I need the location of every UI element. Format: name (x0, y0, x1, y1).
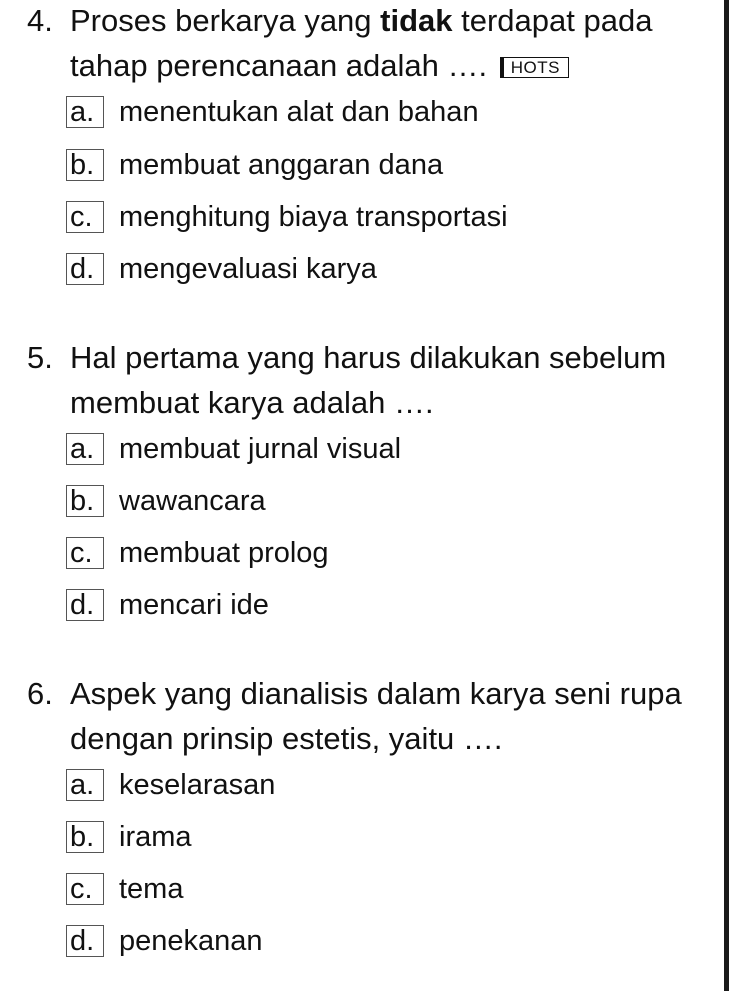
option-text: menentukan alat dan bahan (119, 96, 479, 128)
question-text-line2: tahap perencanaan adalah …. HOTS (70, 48, 569, 84)
option-text: membuat jurnal visual (119, 433, 402, 465)
option-letter-box: a. (66, 433, 104, 465)
question-number: 6. (27, 676, 53, 711)
option-letter-box: a. (66, 769, 104, 801)
option-letter-box: b. (66, 821, 104, 853)
hots-badge: HOTS (500, 57, 569, 78)
option-letter-box: c. (66, 537, 104, 569)
question-text-line2: membuat karya adalah …. (70, 385, 434, 420)
option-text: mengevaluasi karya (119, 253, 377, 285)
option-text: penekanan (119, 925, 263, 957)
option-text: membuat anggaran dana (119, 149, 444, 181)
question-text-line1: Aspek yang dianalisis dalam karya seni rupa (70, 676, 682, 711)
question-text-line2: dengan prinsip estetis, yaitu …. (70, 721, 503, 756)
option-text: tema (119, 873, 184, 905)
option-letter-box: b. (66, 149, 104, 181)
option-letter-box: b. (66, 485, 104, 517)
option-letter-box: d. (66, 589, 104, 621)
question-number: 4. (27, 3, 53, 38)
option-letter-box: c. (66, 873, 104, 905)
option-letter-box: a. (66, 96, 104, 128)
emphasis-word: tidak (380, 3, 453, 38)
question-text-line1: Hal pertama yang harus dilakukan sebelum (70, 340, 667, 375)
option-text: keselarasan (119, 769, 276, 801)
question-number: 5. (27, 340, 53, 375)
option-letter-box: d. (66, 925, 104, 957)
question-text-line1: Proses berkarya yang tidak terdapat pada (70, 3, 653, 38)
option-letter-box: c. (66, 201, 104, 233)
right-border-rule (724, 0, 729, 991)
option-text: menghitung biaya transportasi (119, 201, 508, 233)
option-text: irama (119, 821, 192, 853)
option-text: wawancara (119, 485, 266, 517)
option-letter-box: d. (66, 253, 104, 285)
option-text: mencari ide (119, 589, 269, 621)
option-text: membuat prolog (119, 537, 329, 569)
